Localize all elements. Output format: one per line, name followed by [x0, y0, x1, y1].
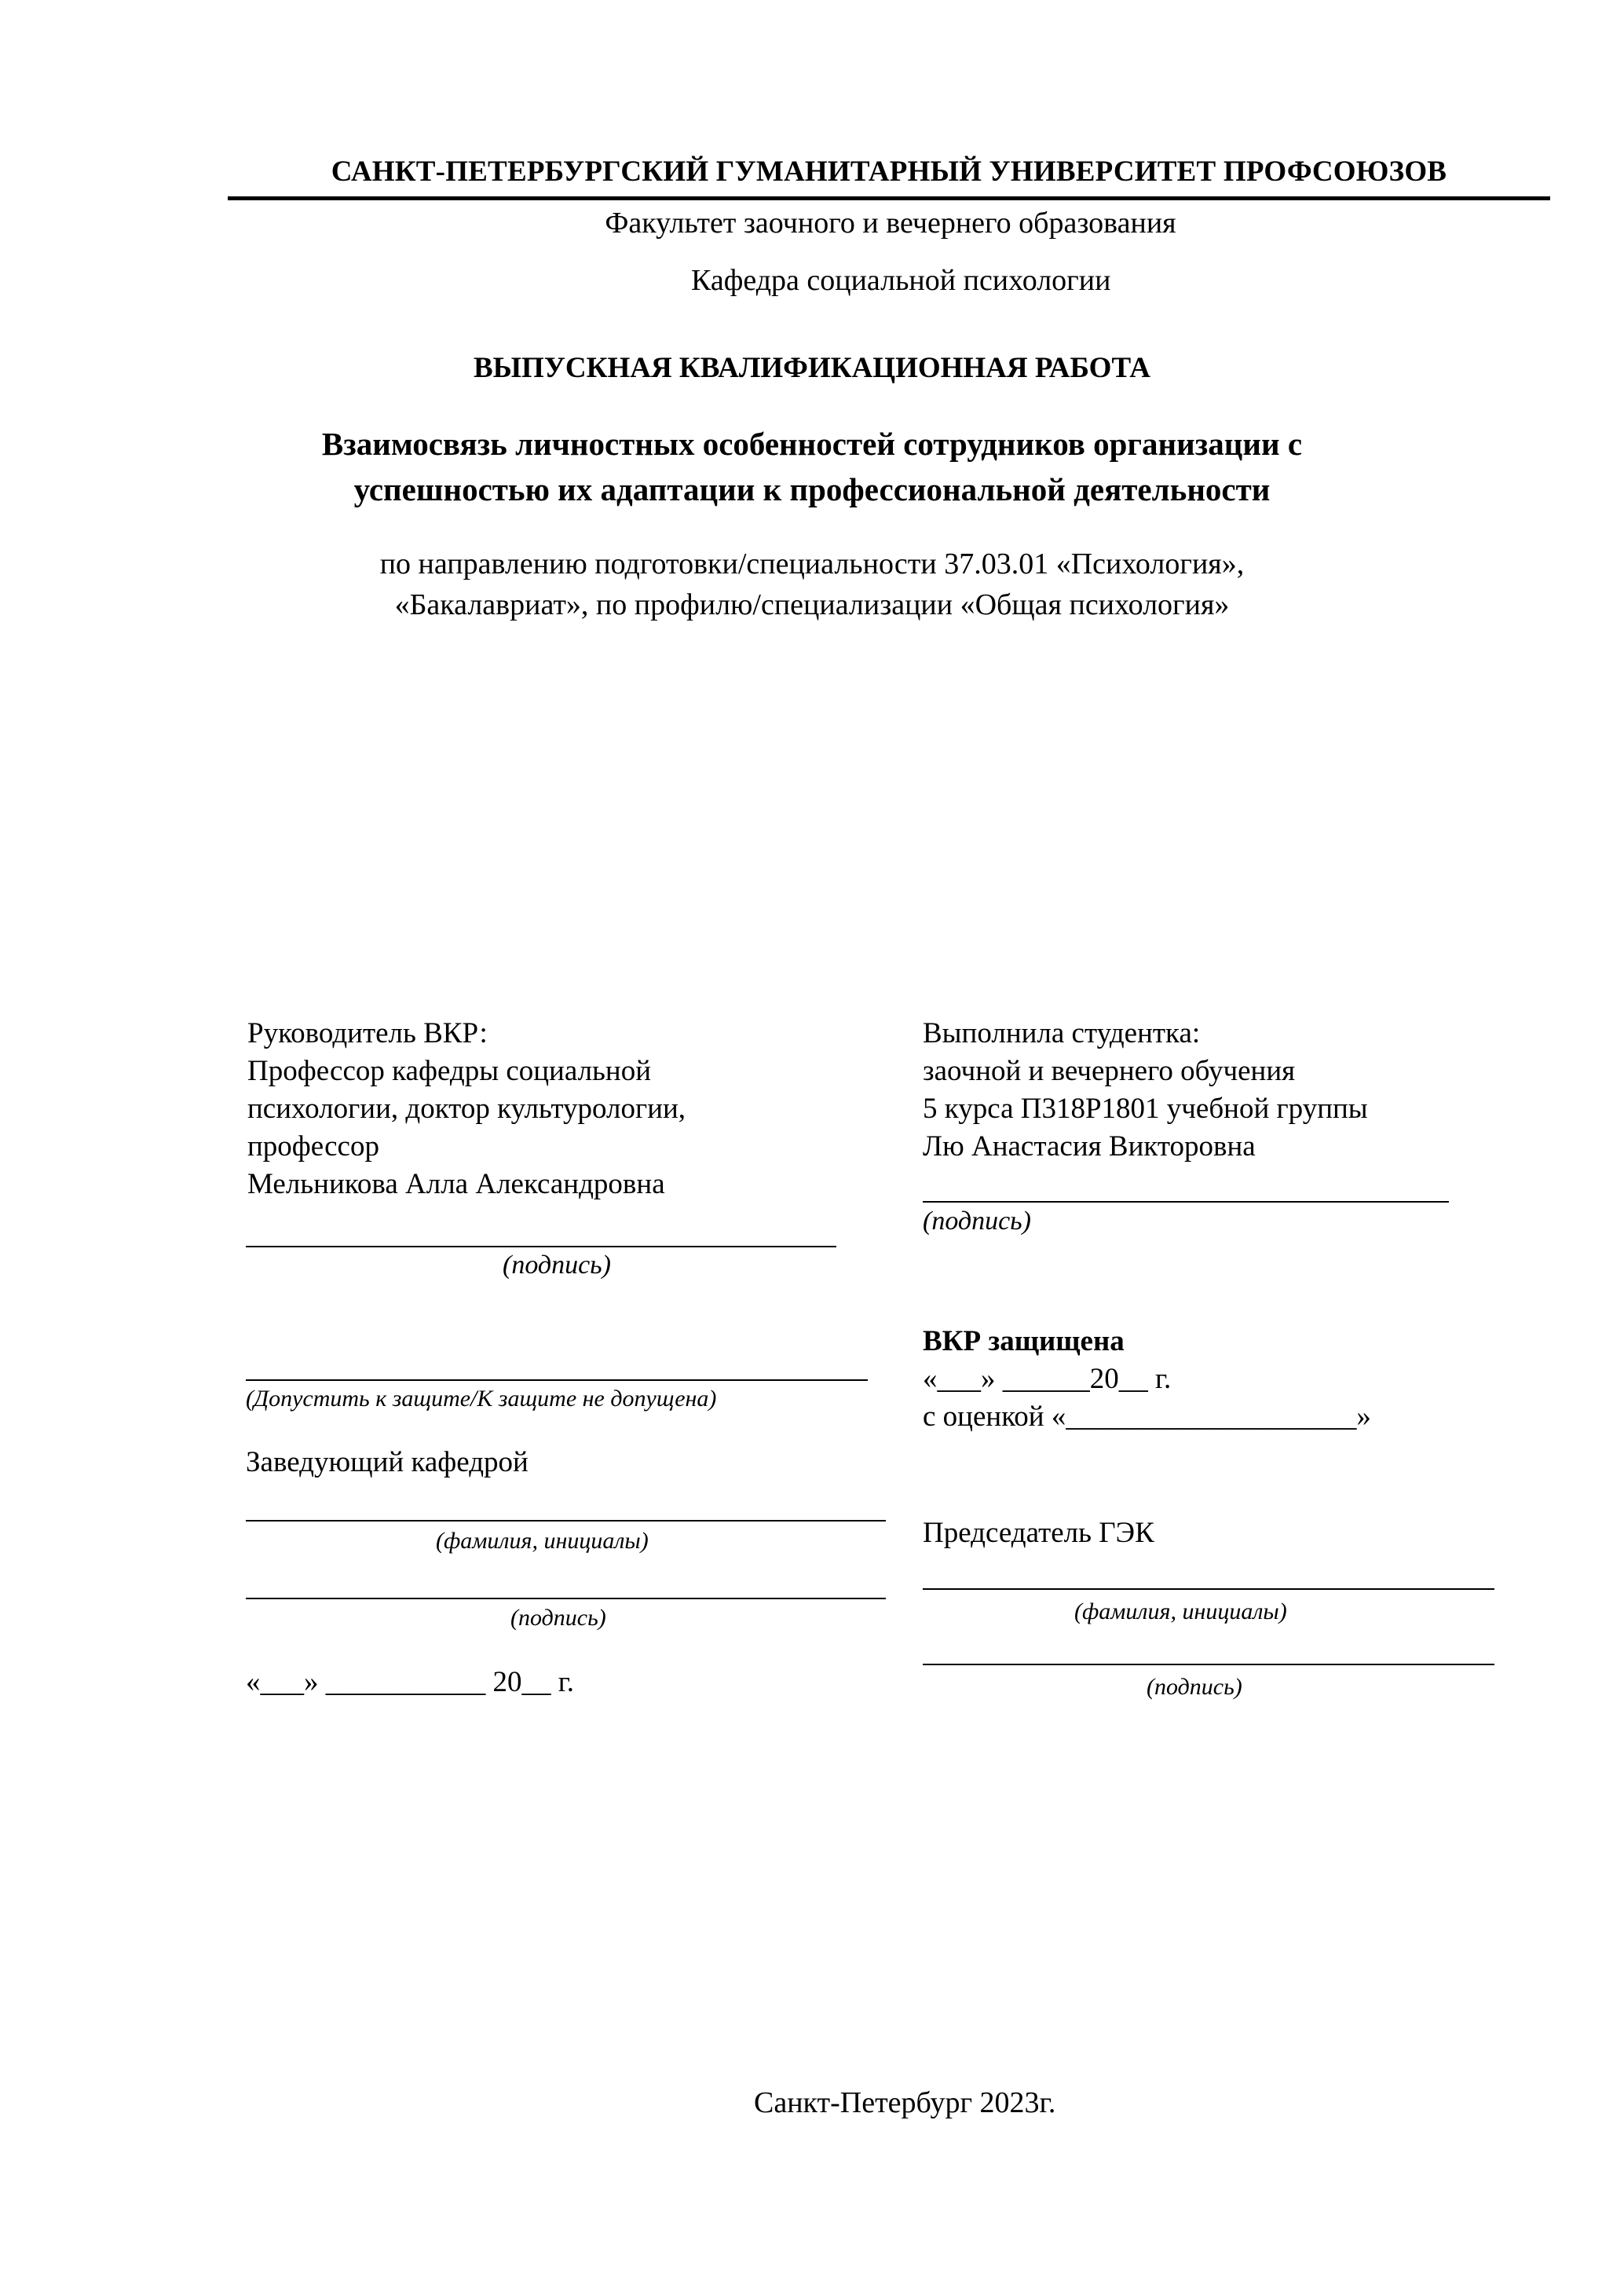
student-info-line: 5 курса П318Р1801 учебной группы	[923, 1093, 1368, 1125]
faculty-name: Факультет заочного и вечернего образования	[605, 207, 1176, 240]
study-direction-line: по направлению подготовки/специальности 37.03.01 «Психология»,	[379, 547, 1245, 580]
thesis-title-line: успешностью их адаптации к профессиональной деятельности	[353, 471, 1271, 507]
student-name: Лю Анастасия Викторовна	[923, 1130, 1256, 1163]
head-name-caption: (фамилия, инициалы)	[436, 1528, 649, 1554]
head-signature-line[interactable]	[246, 1598, 886, 1599]
gek-chair-label: Председатель ГЭК	[923, 1517, 1154, 1549]
study-direction-line: «Бакалавриат», по профилю/специализации «Общая психология»	[394, 588, 1230, 621]
admission-date[interactable]: «___» ___________ 20__ г.	[246, 1666, 575, 1698]
student-signature-line[interactable]	[923, 1201, 1449, 1203]
student-block	[923, 1015, 1368, 1166]
admission-caption: (Допустить к защите/К защите не допущена)	[246, 1386, 717, 1412]
thesis-title	[0, 421, 1624, 512]
header-divider	[228, 196, 1550, 200]
head-name-line[interactable]	[246, 1520, 886, 1522]
admission-decision-line[interactable]	[246, 1379, 868, 1381]
supervisor-signature-line[interactable]	[246, 1246, 836, 1247]
supervisor-block	[247, 1015, 686, 1203]
supervisor-position-line: профессор	[247, 1130, 379, 1163]
supervisor-signature-caption: (подпись)	[503, 1251, 611, 1280]
defense-grade[interactable]: с оценкой «____________________»	[923, 1401, 1371, 1433]
student-label: Выполнила студентка:	[923, 1017, 1201, 1049]
supervisor-position-line: психологии, доктор культурологии,	[247, 1093, 686, 1125]
defense-label: ВКР защищена	[923, 1325, 1125, 1357]
defense-date[interactable]: «___» ______20__ г.	[923, 1363, 1172, 1395]
department-name: Кафедра социальной психологии	[691, 264, 1111, 297]
supervisor-position-line: Профессор кафедры социальной	[247, 1055, 652, 1087]
head-signature-caption: (подпись)	[510, 1605, 606, 1631]
gek-chair-signature-line[interactable]	[923, 1664, 1494, 1665]
supervisor-label: Руководитель ВКР:	[247, 1017, 488, 1049]
study-direction	[0, 544, 1624, 625]
gek-chair-name-caption: (фамилия, инициалы)	[1074, 1598, 1287, 1624]
city-year: Санкт-Петербург 2023г.	[754, 2086, 1056, 2119]
document-type: ВЫПУСКНАЯ КВАЛИФИКАЦИОННАЯ РАБОТА	[473, 352, 1151, 384]
student-signature-caption: (подпись)	[923, 1207, 1031, 1236]
supervisor-name: Мельникова Алла Александровна	[247, 1168, 665, 1200]
student-info-line: заочной и вечернего обучения	[923, 1055, 1296, 1087]
thesis-title-line: Взаимосвязь личностных особенностей сотрудников организации с	[321, 426, 1303, 462]
gek-chair-signature-caption: (подпись)	[1147, 1674, 1242, 1700]
university-name: САНКТ-ПЕТЕРБУРГСКИЙ ГУМАНИТАРНЫЙ УНИВЕРСИТЕТ ПРОФСОЮЗОВ	[331, 156, 1447, 188]
head-of-department-label: Заведующий кафедрой	[246, 1446, 529, 1478]
gek-chair-name-line[interactable]	[923, 1588, 1494, 1590]
